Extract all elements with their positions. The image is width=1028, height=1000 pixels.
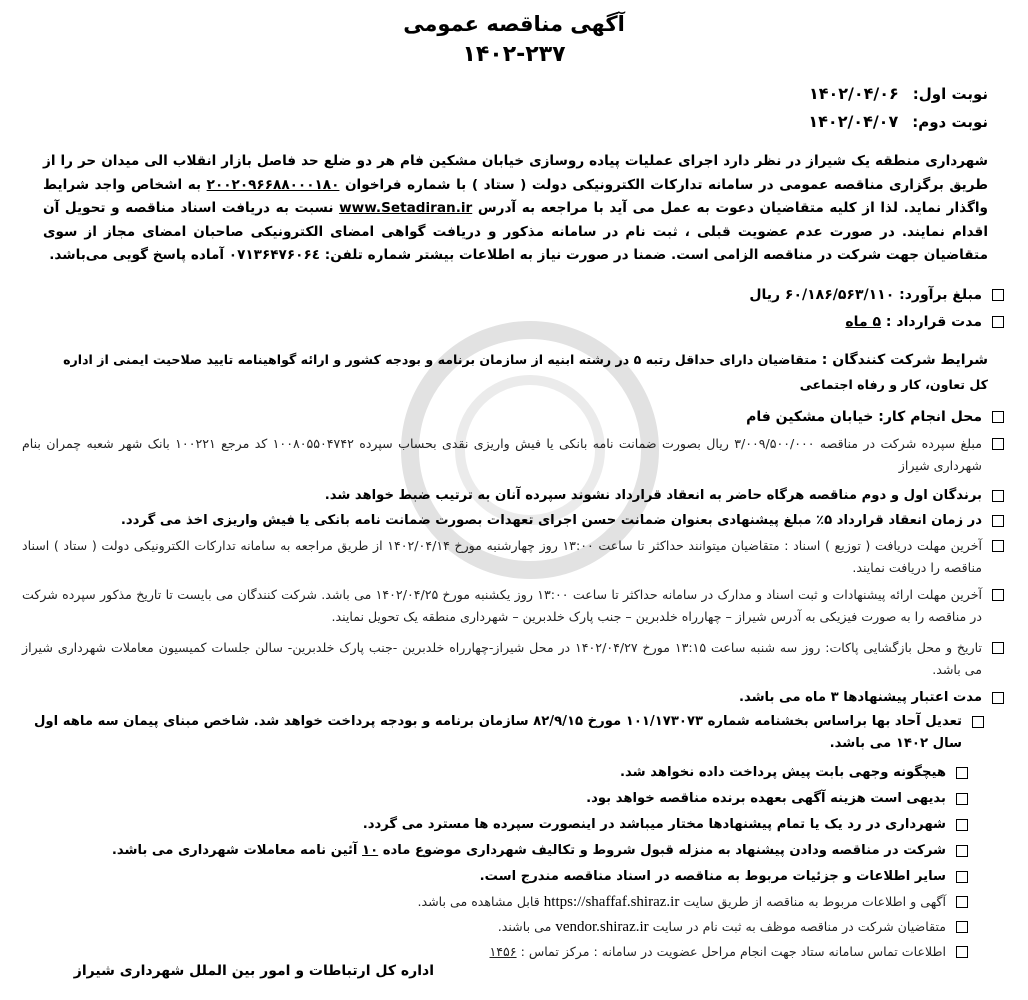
vendor-link[interactable]: vendor.shiraz.ir	[555, 919, 649, 935]
checkbox-icon	[972, 716, 984, 728]
turn-label: نوبت اول:	[912, 85, 988, 103]
opening-text: تاریخ و محل بازگشایی پاکات: روز سه شنبه ساعت ۱۳:۱۵ مورخ ۱۴۰۲/۰۴/۲۷ در محل شیراز-چهارراه خلدبرین -جنب پارک خلدبرین- سالن جلسات کمیسیون معاملات شهرداری شیراز می باشد.	[22, 640, 982, 677]
checkbox-icon	[992, 589, 1004, 601]
duration-row	[22, 311, 1004, 333]
conditions-block	[43, 348, 988, 398]
contact-text: اطلاعات تماس سامانه ستاد جهت انجام مراحل عضویت در سامانه : مرکز تماس :	[520, 944, 946, 959]
receive-deadline-row	[22, 535, 1004, 579]
shaffaf-link[interactable]: https://shaffaf.shiraz.ir	[543, 894, 680, 910]
checkbox-icon	[956, 871, 968, 883]
no-prepay-row	[34, 762, 968, 784]
checkbox-icon	[956, 921, 968, 933]
submit-deadline-row	[22, 584, 1004, 628]
validity-text: مدت اعتبار پیشنهادها ۳ ماه می باشد.	[738, 690, 982, 705]
forfeit-row	[22, 485, 1004, 507]
other-info-text: سایر اطلاعات و جزئیات مربوط به مناقصه در اسناد مناقصه مندرج است.	[479, 869, 946, 884]
submit-deadline-text: آخرین مهلت ارائه پیشنهادات و ثبت اسناد و مدارک در سامانه حداکثر تا ساعت ۱۳:۰۰ روز یکشنبه مورخ ۱۴۰۲/۰۴/۲۵ می باشد. شرکت کنندگان می بایست تا تاریخ مذکور سپرده شرکت در مناقصه را به صورت فیزیکی به آدرس شیراز – چهارراه خلدبرین – جنب پارک خلدبرین – شهرداری منطقه یک تحویل نمایند.	[22, 587, 982, 624]
location-row	[22, 406, 1004, 428]
checkbox-icon	[956, 896, 968, 908]
checkbox-icon	[992, 411, 1004, 423]
article-number: ۱۰	[362, 843, 379, 858]
estimate-value: ۶۰/۱۸۶/۵۶۳/۱۱۰ ریال	[749, 287, 895, 303]
checkbox-icon	[992, 438, 1004, 450]
forfeit-text: برندگان اول و دوم مناقصه هرگاه حاضر به انعقاد قرارداد نشوند سپرده آنان به ترتیب ضبط خواهد شد.	[324, 488, 982, 503]
checkbox-icon	[992, 642, 1004, 654]
checkbox-icon	[992, 692, 1004, 704]
guarantee-row	[22, 510, 1004, 532]
checkbox-icon	[992, 490, 1004, 502]
no-prepay-text: هیچگونه وجهی بابت پیش پرداخت داده نخواهد شد.	[620, 765, 946, 780]
other-info-row	[34, 866, 968, 888]
setad-link[interactable]: www.Setadiran.ir	[339, 200, 473, 216]
estimate-label: مبلغ برآورد:	[899, 287, 982, 303]
reject-row	[34, 814, 968, 836]
tender-number: ۱۴۰۲-۲۳۷	[462, 42, 566, 67]
checkbox-icon	[956, 946, 968, 958]
adjustment-text: تعدیل آحاد بها براساس بخشنامه شماره ۱۰۱/۱۷۳۰۷۳ مورخ ۸۲/۹/۱۵ سازمان برنامه و بودجه پرداخت خواهد شد. شاخص مبنای پیمان سه ماهه اول سال ۱۴۰۲ می باشد.	[33, 714, 962, 751]
turn-second	[808, 108, 988, 136]
checkbox-icon	[956, 819, 968, 831]
turn-date: ۱۴۰۲/۰۴/۰۶	[808, 84, 899, 103]
shaffaf-row	[34, 891, 968, 913]
conditions-text: متقاضیان دارای حداقل رتبه ۵ در رشته ابنیه از سازمان برنامه و بودجه کشور و ارائه گواهینامه تایید صلاحیت ایمنی از اداره کل تعاون، کار و رفاه اجتماعی	[63, 352, 988, 392]
opening-row	[22, 637, 1004, 681]
call-number: ۲۰۰۲۰۹۶۶۸۸۰۰۰۱۸۰	[206, 176, 340, 193]
conditions-label: شرایط شرکت کنندگان :	[821, 352, 988, 368]
validity-row	[22, 687, 1004, 709]
ad-cost-row	[34, 788, 968, 810]
vendor-text: می باشند.	[497, 919, 552, 934]
acceptance-text: شرکت در مناقصه ودادن پیشنهاد به منزله قبول شروط و تکالیف شهرداری موضوع ماده	[382, 843, 946, 858]
intro-text: به اشخاص واجد شرایط واگذار نماید. لذا از کلیه متقاضیان دعوت به عمل می آید با مراجعه به آدرس	[43, 176, 989, 216]
shaffaf-text: قابل مشاهده می باشد.	[417, 894, 540, 909]
contact-row	[34, 941, 968, 963]
intro-text: شهرداری منطقه یک شیراز در نظر دارد اجرای عملیات پیاده روسازی خیابان مشکین فام هر دو ضلع حد فاصل بازار انقلاب الی میدان حر را از طریق برگزاری مناقصه عمومی در سامانه تدارکات الکترونیکی دولت ( ستاد ) با شماره فراخوان	[43, 153, 988, 193]
location-label: محل انجام کار:	[878, 409, 982, 425]
checkbox-icon	[992, 316, 1004, 328]
receive-deadline-text: آخرین مهلت دریافت ( توزیع ) اسناد : متقاضیان میتوانند حداکثر تا ساعت ۱۳:۰۰ روز چهارشنبه مورخ ۱۴۰۲/۰۴/۱۴ از طریق مراجعه به سامانه تدارکات الکترونیکی دولت ( ستاد ) اسناد مناقصه را دریافت نمایند.	[22, 538, 983, 575]
checkbox-icon	[956, 793, 968, 805]
adjustment-row	[34, 711, 984, 755]
location-value: خیابان مشکین فام	[746, 409, 874, 425]
checkbox-icon	[992, 515, 1004, 527]
deposit-row	[22, 433, 1004, 477]
contact-number: ۱۴۵۶	[489, 944, 517, 959]
deposit-text: مبلغ سپرده شرکت در مناقصه ۳/۰۰۹/۵۰۰/۰۰۰ ریال بصورت ضمانت نامه بانکی یا فیش واریزی نقدی بحساب سپرده ۱۰۰۸۰۵۵۰۴۷۴۲ کد مرجع ۱۰۰۲۲۱ بانک شهر شعبه چمران بنام شهرداری شیراز	[22, 436, 982, 473]
reject-text: شهرداری در رد یک یا تمام پیشنهادها مختار میباشد در اینصورت سپرده ها مسترد می گردد.	[362, 817, 946, 832]
phone-number: ۰۷۱۳۶۴۷۶۰۶٤	[228, 247, 321, 263]
publication-turns	[808, 80, 988, 136]
notice-title: آگهی مناقصه عمومی	[403, 12, 625, 36]
duration-label: مدت قرارداد :	[885, 314, 982, 330]
vendor-row	[34, 916, 968, 938]
duration-value: ۵ ماه	[845, 314, 882, 330]
intro-paragraph	[43, 150, 988, 268]
checkbox-icon	[956, 767, 968, 779]
footer-issuer: اداره کل ارتباطات و امور بین الملل شهرداری شیراز	[73, 963, 434, 979]
checkbox-icon	[956, 845, 968, 857]
checkbox-icon	[992, 540, 1004, 552]
acceptance-text: آئین نامه معاملات شهرداری می باشد.	[111, 843, 358, 858]
turn-first	[808, 80, 988, 108]
intro-text: آماده پاسخ گویی می‌باشد.	[49, 247, 225, 263]
acceptance-row	[34, 840, 968, 862]
guarantee-text: در زمان انعقاد قرارداد ۵٪ مبلغ پیشنهادی بعنوان ضمانت حسن اجرای تعهدات بصورت ضمانت نامه بانکی یا فیش واریزی اخذ می گردد.	[120, 513, 982, 528]
turn-date: ۱۴۰۲/۰۴/۰۷	[808, 112, 899, 131]
intro-text: نسبت به دریافت اسناد مناقصه و تحویل آن اقدام نمایند. در صورت عدم عضویت قبلی ، ثبت نام در سامانه مذکور و دریافت گواهی امضای الکترونیکی صاحبان امضای مجاز از سوی متقاضیان جهت شرکت در مناقصه الزامی است. ضمنا در صورت نیاز به اطلاعات بیشتر شماره تلفن:	[43, 200, 988, 263]
shaffaf-text: آگهی و اطلاعات مربوط به مناقصه از طریق سایت	[683, 894, 946, 909]
ad-cost-text: بدیهی است هزینه آگهی بعهده برنده مناقصه خواهد بود.	[586, 791, 946, 806]
turn-label: نوبت دوم:	[912, 113, 988, 131]
estimate-row	[22, 284, 1004, 306]
vendor-text: متقاضیان شرکت در مناقصه موظف به ثبت نام در سایت	[652, 919, 946, 934]
checkbox-icon	[992, 289, 1004, 301]
